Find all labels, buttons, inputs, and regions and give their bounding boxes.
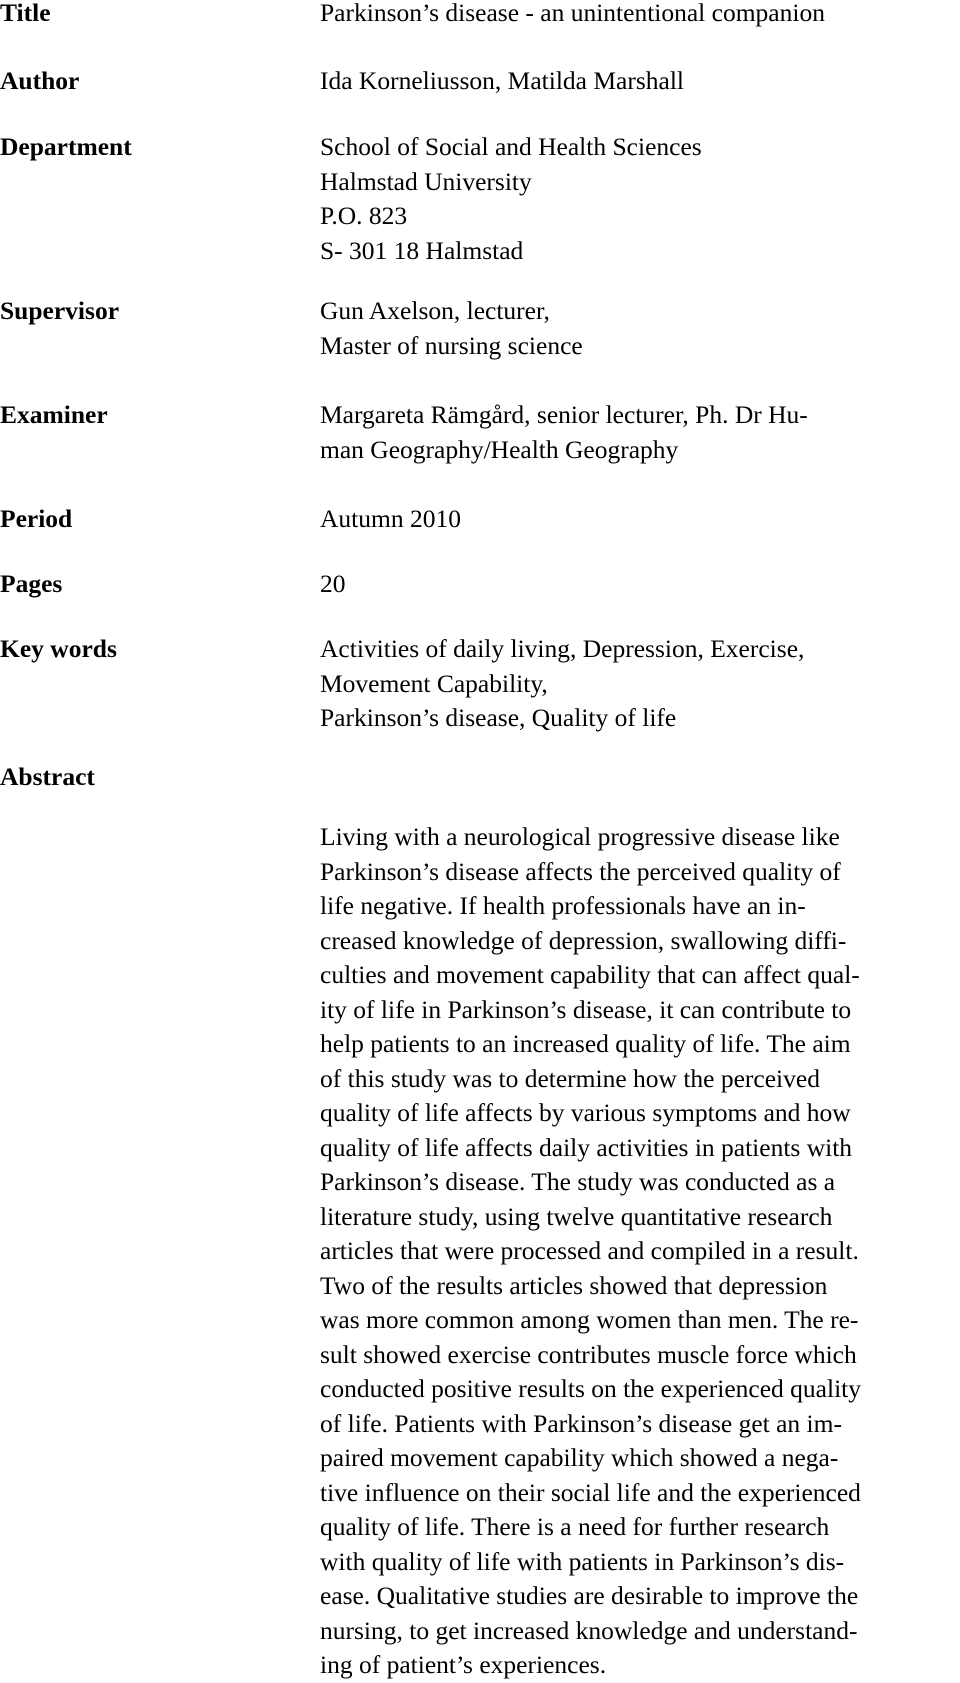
author-line: Ida Korneliusson, Matilda Marshall xyxy=(320,66,685,95)
examiner-label: Examiner xyxy=(0,400,108,429)
pages-value: 20 xyxy=(320,569,346,598)
abstract-line: culties and movement capability that can affect qual- xyxy=(320,960,860,989)
abstract-label: Abstract xyxy=(0,762,95,791)
abstract-line: sult showed exercise contributes muscle force which xyxy=(320,1339,857,1369)
author-value xyxy=(320,64,684,99)
keywords-line: Activities of daily living, Depression, Exercise, xyxy=(320,634,805,663)
abstract-line: help patients to an increased quality of life. The aim xyxy=(320,1029,851,1058)
keywords-label: Key words xyxy=(0,634,117,663)
period-label: Period xyxy=(0,504,73,533)
abstract-line: conducted positive results on the experienced quality xyxy=(320,1374,862,1403)
abstract-line: nursing, to get increased knowledge and understand- xyxy=(320,1615,858,1645)
abstract-line: life negative. If health professionals have an in- xyxy=(320,891,806,920)
abstract-line: tive influence on their social life and the experienced xyxy=(320,1477,861,1507)
abstract-line: ease. Qualitative studies are desirable to improve the xyxy=(320,1581,859,1610)
pages-label: Pages xyxy=(0,569,63,598)
supervisor-line: Gun Axelson, lecturer, xyxy=(320,296,550,325)
department-line: School of Social and Health Sciences xyxy=(320,132,702,161)
supervisor-line: Master of nursing science xyxy=(320,330,583,360)
abstract-line: Two of the results articles showed that depression xyxy=(320,1270,828,1300)
department-line: P.O. 823 xyxy=(320,201,408,230)
department-line: S- 301 18 Halmstad xyxy=(320,235,524,265)
abstract-line: with quality of life with patients in Parkinson’s dis- xyxy=(320,1546,845,1576)
abstract-line: Parkinson’s disease affects the perceived quality of xyxy=(320,856,841,886)
supervisor-value xyxy=(320,294,583,363)
abstract-line: Parkinson’s disease. The study was conducted as a xyxy=(320,1167,836,1196)
examiner-line: man Geography/Health Geography xyxy=(320,434,679,464)
abstract-line: Living with a neurological progressive disease like xyxy=(320,822,840,851)
department-value xyxy=(320,130,702,268)
abstract-line: creased knowledge of depression, swallowing diffi- xyxy=(320,925,847,955)
abstract-line: was more common among women than men. The re- xyxy=(320,1305,859,1334)
abstract-line: quality of life affects by various symptoms and how xyxy=(320,1098,851,1127)
abstract-line: paired movement capability which showed a nega- xyxy=(320,1443,839,1472)
supervisor-label: Supervisor xyxy=(0,296,120,325)
title-line: Parkinson’s disease - an unintentional companion xyxy=(320,0,825,27)
department-line: Halmstad University xyxy=(320,166,532,196)
abstract-line: quality of life. There is a need for further research xyxy=(320,1512,830,1541)
period-value: Autumn 2010 xyxy=(320,504,461,533)
title-value xyxy=(320,0,825,31)
abstract-line: quality of life affects daily activities in patients with xyxy=(320,1132,853,1162)
abstract-line: of this study was to determine how the perceived xyxy=(320,1063,820,1093)
abstract-line: ity of life in Parkinson’s disease, it can contribute to xyxy=(320,994,852,1024)
department-label: Department xyxy=(0,132,132,161)
keywords-line: Parkinson’s disease, Quality of life xyxy=(320,703,677,732)
title-label: Title xyxy=(0,0,51,27)
abstract-line: ing of patient’s experiences. xyxy=(320,1650,607,1679)
examiner-line: Margareta Rämgård, senior lecturer, Ph. Dr Hu- xyxy=(320,400,808,429)
abstract-line: of life. Patients with Parkinson’s disease get an im- xyxy=(320,1408,842,1438)
examiner-value xyxy=(320,398,808,467)
abstract-line: literature study, using twelve quantitative research xyxy=(320,1201,833,1231)
author-label: Author xyxy=(0,66,80,95)
keywords-value xyxy=(320,632,804,736)
abstract-line: articles that were processed and compiled in a result. xyxy=(320,1236,859,1265)
keywords-line: Movement Capability, xyxy=(320,668,548,698)
abstract-body xyxy=(320,820,861,1683)
